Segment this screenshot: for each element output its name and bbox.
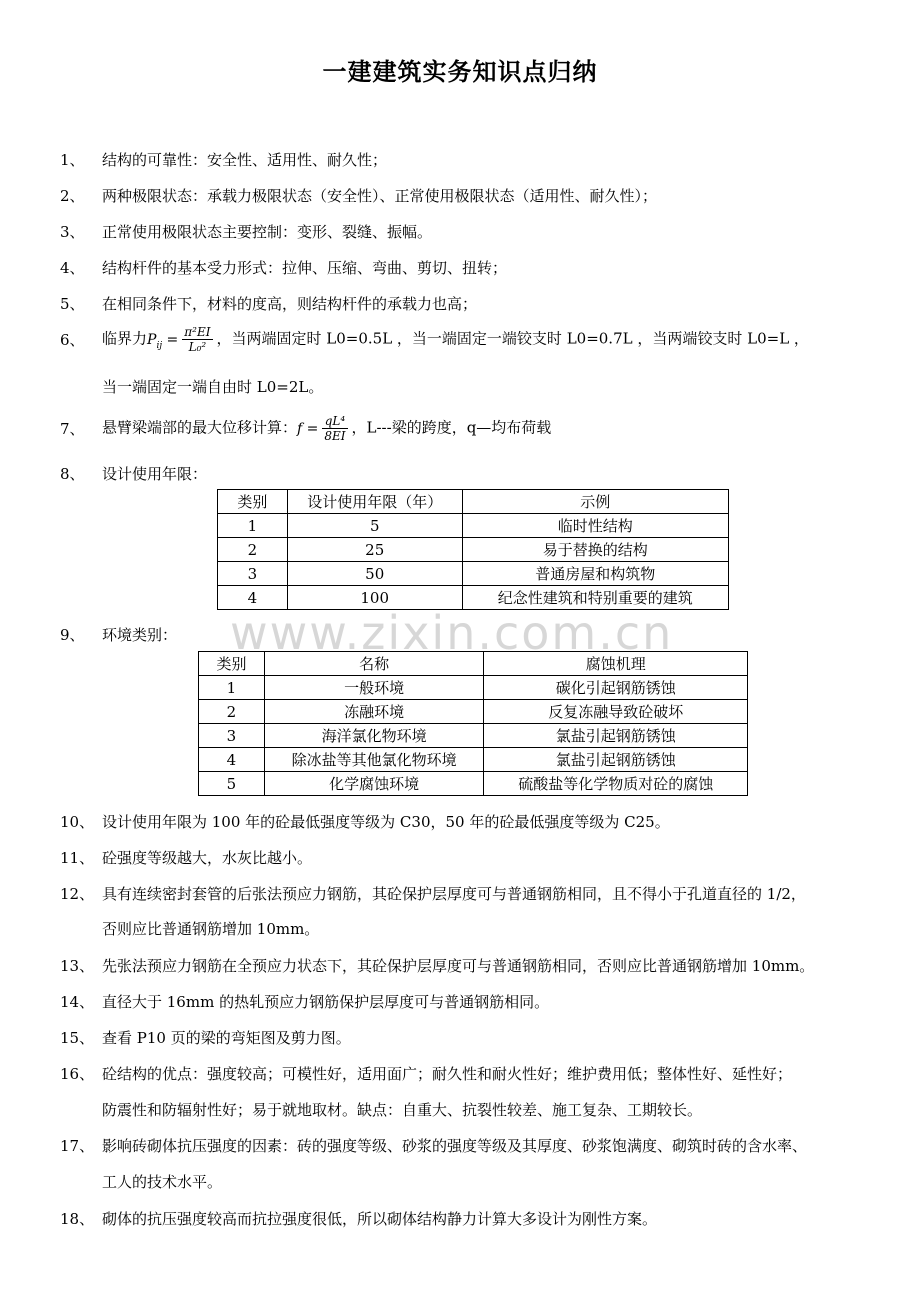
environment-category-table bbox=[198, 651, 748, 796]
list-item-17-continuation: 工人的技术水平。 bbox=[102, 1173, 223, 1191]
item-text: 砼结构的优点：强度较高；可模性好，适用面广；耐久性和耐火性好；维护费用低；整体性好、延性好； bbox=[102, 1065, 793, 1083]
item-text: 结构杆件的基本受力形式：拉伸、压缩、弯曲、剪切、扭转； bbox=[102, 259, 508, 277]
table-cell: 纪念性建筑和特别重要的建筑 bbox=[462, 586, 728, 610]
item-text-post: ，L---梁的跨度，q—均布荷载 bbox=[351, 418, 552, 437]
item-text: 具有连续密封套管的后张法预应力钢筋，其砼保护层厚度可与普通钢筋相同，且不得小于孔道直径的 1/2， bbox=[102, 885, 806, 903]
item-number: 1、 bbox=[60, 151, 85, 169]
table-header-row bbox=[199, 652, 748, 676]
list-item-16-continuation: 防震性和防辐射性好；易于就地取材。缺点：自重大、抗裂性较差、施工复杂、工期较长。 bbox=[102, 1101, 703, 1119]
design-life-table bbox=[217, 489, 729, 610]
page-title: 一建建筑实务知识点归纳 bbox=[322, 58, 598, 86]
table-header: 类别 bbox=[218, 490, 288, 514]
table-cell: 除冰盐等其他氯化物环境 bbox=[264, 748, 484, 772]
table-cell: 2 bbox=[199, 700, 265, 724]
table-cell: 冻融环境 bbox=[264, 700, 484, 724]
item-number: 4、 bbox=[60, 259, 85, 277]
item-text: 砼强度等级越大，水灰比越小。 bbox=[102, 849, 313, 867]
table-header: 示例 bbox=[462, 490, 728, 514]
item-number: 16、 bbox=[60, 1065, 95, 1083]
item-text-post: ，当两端固定时 L0=0.5L ，当一端固定一端铰支时 L0=0.7L ，当两端铰支时 L0=L ， bbox=[216, 329, 809, 348]
table-cell: 3 bbox=[199, 724, 265, 748]
item-number: 3、 bbox=[60, 223, 85, 241]
table-cell: 碳化引起钢筋锈蚀 bbox=[484, 676, 748, 700]
table-cell: 3 bbox=[218, 562, 288, 586]
list-item-6-continuation: 当一端固定一端自由时 L0=2L。 bbox=[102, 378, 324, 396]
item-text: 设计使用年限： bbox=[102, 465, 208, 483]
item-text-pre: 悬臂梁端部的最大位移计算： bbox=[102, 418, 298, 437]
table-cell: 临时性结构 bbox=[462, 514, 728, 538]
table-row bbox=[199, 676, 748, 700]
item-number: 11、 bbox=[60, 849, 95, 867]
item-number: 13、 bbox=[60, 957, 95, 975]
item-text: 环境类别： bbox=[102, 626, 178, 644]
table-row bbox=[199, 700, 748, 724]
item-number: 6、 bbox=[60, 331, 85, 349]
table-cell: 4 bbox=[199, 748, 265, 772]
item-text: 砌体的抗压强度较高而抗拉强度很低，所以砌体结构静力计算大多设计为刚性方案。 bbox=[102, 1210, 658, 1228]
table-cell: 硫酸盐等化学物质对砼的腐蚀 bbox=[484, 772, 748, 796]
item-number: 8、 bbox=[60, 465, 85, 483]
table-header: 类别 bbox=[199, 652, 265, 676]
table-cell: 反复冻融导致砼破坏 bbox=[484, 700, 748, 724]
table-row bbox=[199, 724, 748, 748]
watermark: www.zixin.com.cn bbox=[230, 606, 674, 660]
item-number: 17、 bbox=[60, 1137, 95, 1155]
table-cell: 50 bbox=[287, 562, 462, 586]
table-cell: 海洋氯化物环境 bbox=[264, 724, 484, 748]
table-header: 腐蚀机理 bbox=[484, 652, 748, 676]
table-cell: 氯盐引起钢筋锈蚀 bbox=[484, 724, 748, 748]
table-header-row bbox=[218, 490, 729, 514]
item-number: 15、 bbox=[60, 1029, 95, 1047]
table-cell: 一般环境 bbox=[264, 676, 484, 700]
table-row bbox=[218, 514, 729, 538]
table-cell: 100 bbox=[287, 586, 462, 610]
item-text: 在相同条件下，材料的度高，则结构杆件的承载力也高； bbox=[102, 295, 478, 313]
item-text: 正常使用极限状态主要控制：变形、裂缝、振幅。 bbox=[102, 223, 433, 241]
formula-cantilever-deflection: f = $\frac{\text{qL⁴}}{8EI}$ bbox=[297, 414, 346, 443]
item-number: 14、 bbox=[60, 993, 95, 1011]
item-text: 设计使用年限为 100 年的砼最低强度等级为 C30，50 年的砼最低强度等级为 C25。 bbox=[102, 813, 670, 831]
table-row bbox=[218, 562, 729, 586]
item-text: 查看 P10 页的梁的弯矩图及剪力图。 bbox=[102, 1029, 351, 1047]
item-text: 影响砖砌体抗压强度的因素：砖的强度等级、砂浆的强度等级及其厚度、砂浆饱满度、砌筑时砖的含水率、 bbox=[102, 1137, 808, 1155]
table-cell: 5 bbox=[287, 514, 462, 538]
item-text: 结构的可靠性：安全性、适用性、耐久性； bbox=[102, 151, 388, 169]
table-cell: 2 bbox=[218, 538, 288, 562]
table-cell: 1 bbox=[199, 676, 265, 700]
table-cell: 25 bbox=[287, 538, 462, 562]
item-text: 先张法预应力钢筋在全预应力状态下，其砼保护层厚度可与普通钢筋相同，否则应比普通钢筋增加 10mm。 bbox=[102, 957, 815, 975]
item-text bbox=[102, 325, 809, 354]
item-number: 10、 bbox=[60, 813, 95, 831]
table-header: 设计使用年限（年） bbox=[287, 490, 462, 514]
table-cell: 化学腐蚀环境 bbox=[264, 772, 484, 796]
item-text: 直径大于 16mm 的热轧预应力钢筋保护层厚度可与普通钢筋相同。 bbox=[102, 993, 550, 1011]
table-cell: 氯盐引起钢筋锈蚀 bbox=[484, 748, 748, 772]
item-number: 7、 bbox=[60, 420, 85, 438]
table-cell: 5 bbox=[199, 772, 265, 796]
item-text: 两种极限状态：承载力极限状态（安全性）、正常使用极限状态（适用性、耐久性）； bbox=[102, 187, 658, 205]
item-number: 9、 bbox=[60, 626, 85, 644]
table-row bbox=[199, 748, 748, 772]
table-cell: 易于替换的结构 bbox=[462, 538, 728, 562]
item-number: 12、 bbox=[60, 885, 95, 903]
table-header: 名称 bbox=[264, 652, 484, 676]
table-cell: 1 bbox=[218, 514, 288, 538]
table-cell: 4 bbox=[218, 586, 288, 610]
table-row bbox=[218, 586, 729, 610]
item-number: 5、 bbox=[60, 295, 85, 313]
item-number: 18、 bbox=[60, 1210, 95, 1228]
table-row bbox=[199, 772, 748, 796]
item-number: 2、 bbox=[60, 187, 85, 205]
formula-critical-force: $P_{ij}$ = $\frac{\text{π²EI}}{\text{L₀²}}$ bbox=[147, 325, 211, 354]
list-item-12-continuation: 否则应比普通钢筋增加 10mm。 bbox=[102, 920, 320, 938]
item-text bbox=[102, 414, 551, 443]
table-row bbox=[218, 538, 729, 562]
item-text-pre: 临界力 bbox=[102, 329, 148, 348]
table-cell: 普通房屋和构筑物 bbox=[462, 562, 728, 586]
